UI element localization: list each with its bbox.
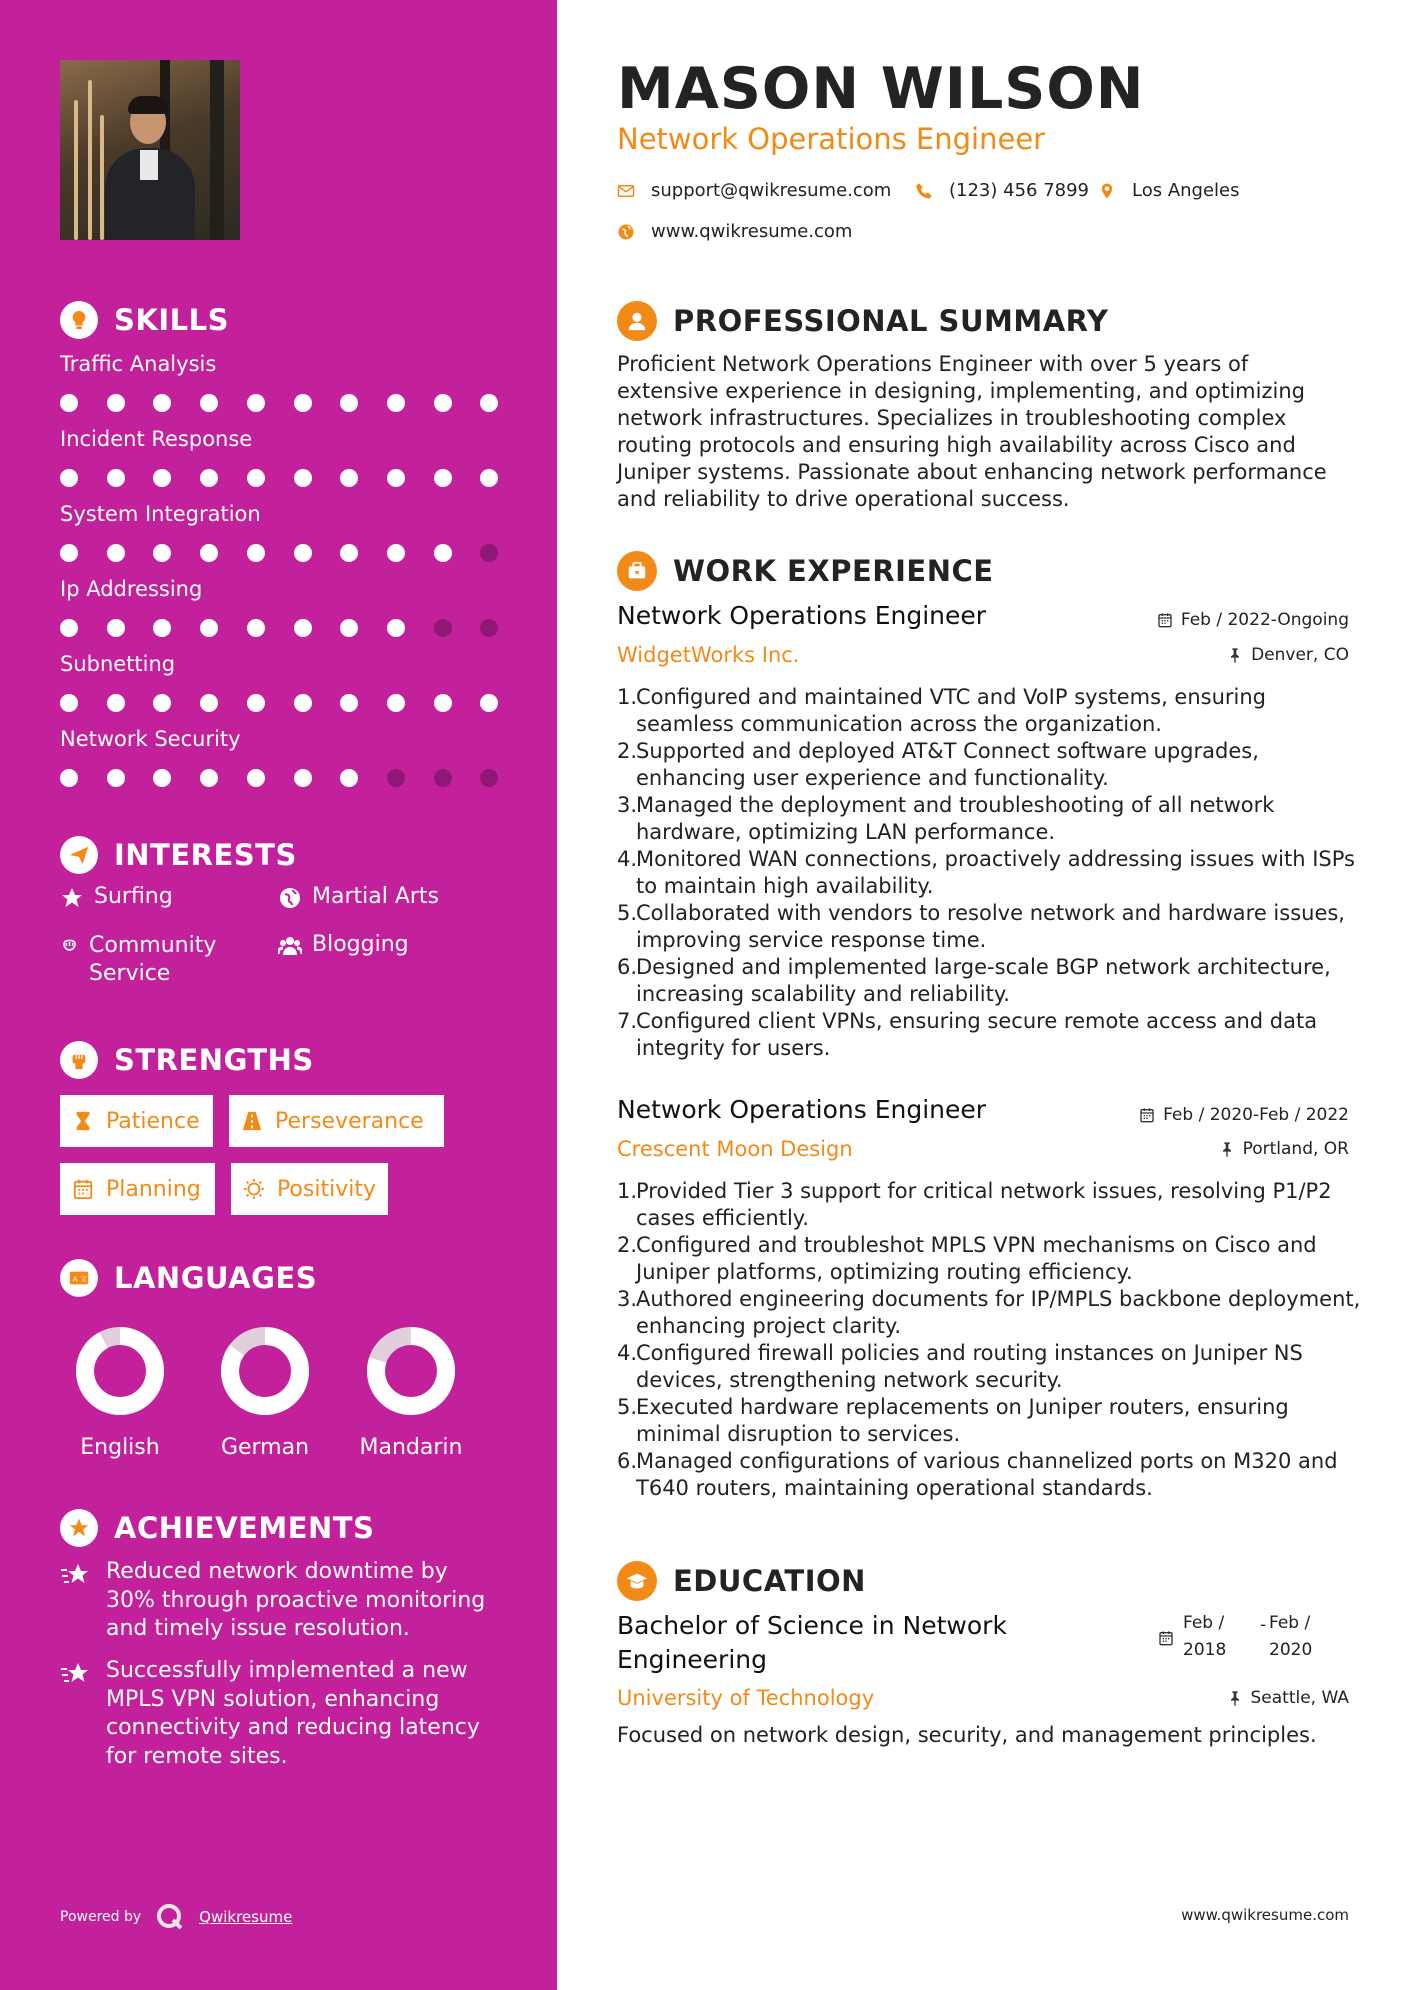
qwikresume-logo-icon	[155, 1902, 185, 1932]
strength-planning	[60, 1163, 215, 1215]
rating-dot-filled	[247, 694, 265, 712]
rating-dot-filled	[340, 469, 358, 487]
rating-dot-filled	[200, 694, 218, 712]
interests-heading	[60, 836, 297, 874]
job-title: Network Operations Engineer	[617, 1095, 987, 1124]
interests-title: INTERESTS	[114, 838, 297, 872]
rating-dot-empty	[434, 619, 452, 637]
summary-heading	[617, 301, 1108, 341]
rating-dot-filled	[294, 544, 312, 562]
duty-text: Monitored WAN connections, proactively addressing issues with ISPs to maintain high availability.	[636, 847, 1355, 898]
duty-number: 1.	[617, 685, 638, 709]
language-item	[205, 1325, 325, 1460]
duty-number: 5.	[617, 901, 638, 925]
rating-dot-filled	[434, 694, 452, 712]
rating-dot-filled	[294, 769, 312, 787]
rating-dot-filled	[480, 469, 498, 487]
rating-dot-filled	[247, 769, 265, 787]
job-company: Crescent Moon Design	[617, 1137, 853, 1161]
duty-text: Configured and troubleshot MPLS VPN mechanisms on Cisco and Juniper platforms, optimizing routing efficiency.	[636, 1233, 1317, 1284]
job-date-text: Feb / 2022-Ongoing	[1180, 610, 1349, 630]
language-item	[351, 1325, 471, 1460]
job-duties	[617, 684, 1362, 1062]
briefcase-icon	[617, 551, 657, 591]
duty-number: 6.	[617, 1449, 638, 1473]
job-location	[1219, 1139, 1349, 1159]
summary-text: Proficient Network Operations Engineer with over 5 years of extensive experience in designing, implementing, and optimizing network infrastructures. Specializes in troubleshooting complex routing protocols and ensuring high availability across Cisco and Juniper systems. Passionate about enhancing network performance and reliability to drive operational success.	[617, 352, 1327, 511]
trophy-star-icon	[60, 1509, 98, 1547]
interest-surfing	[60, 884, 173, 910]
summary-title: PROFESSIONAL SUMMARY	[673, 304, 1109, 338]
rating-dot-filled	[340, 619, 358, 637]
strengths-heading	[60, 1041, 314, 1079]
strength-label: Patience	[106, 1108, 200, 1134]
language-item	[60, 1325, 180, 1460]
achievements-heading	[60, 1509, 374, 1547]
education-description: Focused on network design, security, and management principles.	[617, 1723, 1317, 1747]
skill-rating	[60, 469, 505, 489]
education-end-date: Feb / 2020	[1269, 1613, 1313, 1660]
duty-number: 6.	[617, 955, 638, 979]
rating-dot-filled	[153, 394, 171, 412]
rating-dot-filled	[294, 394, 312, 412]
rating-dot-filled	[107, 469, 125, 487]
lightbulb-icon	[60, 301, 98, 339]
rating-dot-empty	[434, 769, 452, 787]
calendar-icon	[1157, 612, 1173, 628]
envelope-icon	[617, 182, 635, 200]
skill-name: System Integration	[60, 502, 261, 526]
language-level-donut	[219, 1325, 311, 1417]
education-heading	[617, 1561, 866, 1601]
experience-title: WORK EXPERIENCE	[673, 554, 994, 588]
rating-dot-filled	[294, 694, 312, 712]
rating-dot-filled	[387, 394, 405, 412]
degree-title: Bachelor of Science in Network Engineering	[617, 1611, 1007, 1674]
rating-dot-filled	[340, 694, 358, 712]
interest-label: Community Service	[89, 933, 217, 986]
interest-label: Surfing	[94, 884, 173, 909]
school-name: University of Technology	[617, 1686, 875, 1710]
rating-dot-filled	[387, 544, 405, 562]
globe-icon	[278, 886, 302, 910]
interest-martial-arts	[278, 884, 439, 910]
star-icon	[60, 886, 84, 910]
skill-name: Incident Response	[60, 427, 253, 451]
language-name: Mandarin	[359, 1435, 463, 1460]
candidate-role: Network Operations Engineer	[617, 122, 1046, 156]
shooting-star-icon	[60, 1657, 92, 1689]
duty-number: 1.	[617, 1179, 638, 1203]
rating-dot-filled	[107, 544, 125, 562]
strength-patience	[60, 1095, 213, 1147]
contact-location	[1098, 180, 1240, 201]
skill-name: Traffic Analysis	[60, 352, 217, 376]
job-title: Network Operations Engineer	[617, 601, 987, 630]
skill-item	[60, 652, 500, 676]
skill-rating	[60, 394, 505, 414]
strength-perseverance	[229, 1095, 444, 1147]
job-duty-item	[617, 1286, 1362, 1340]
rating-dot-empty	[480, 544, 498, 562]
interest-blogging	[278, 932, 409, 958]
pin-icon	[1227, 1690, 1243, 1706]
strength-label: Perseverance	[275, 1108, 424, 1134]
contact-phone[interactable]	[915, 180, 1089, 201]
education-location	[1227, 1688, 1350, 1708]
rating-dot-filled	[340, 544, 358, 562]
rating-dot-filled	[60, 469, 78, 487]
duty-text: Configured client VPNs, ensuring secure remote access and data integrity for users.	[636, 1009, 1318, 1060]
job-date-text: Feb / 2020-Feb / 2022	[1163, 1105, 1349, 1125]
skill-item	[60, 502, 500, 526]
location-text: Los Angeles	[1132, 180, 1240, 201]
sun-icon	[243, 1178, 265, 1200]
skills-heading	[60, 301, 229, 339]
education-location-text: Seattle, WA	[1250, 1688, 1349, 1708]
rating-dot-filled	[107, 694, 125, 712]
rating-dot-filled	[153, 469, 171, 487]
phone-text: (123) 456 7899	[949, 180, 1090, 201]
calendar-icon	[1158, 1630, 1174, 1646]
rating-dot-filled	[107, 769, 125, 787]
rating-dot-filled	[247, 394, 265, 412]
rating-dot-filled	[60, 619, 78, 637]
rating-dot-filled	[387, 619, 405, 637]
translate-icon	[60, 1259, 98, 1297]
rating-dot-filled	[247, 469, 265, 487]
duty-number: 2.	[617, 1233, 638, 1257]
rating-dot-filled	[340, 769, 358, 787]
rating-dot-filled	[387, 694, 405, 712]
education-start-date: Feb / 2018	[1183, 1613, 1227, 1660]
interest-community-service	[60, 932, 260, 988]
interest-label: Martial Arts	[312, 884, 440, 909]
profile-photo	[60, 60, 240, 240]
rating-dot-filled	[60, 394, 78, 412]
paper-plane-icon	[60, 836, 98, 874]
rating-dot-filled	[434, 469, 452, 487]
skill-name: Subnetting	[60, 652, 176, 676]
rating-dot-filled	[153, 769, 171, 787]
map-pin-icon	[1098, 182, 1116, 200]
language-name: German	[220, 1435, 310, 1460]
experience-heading	[617, 551, 994, 591]
achievement-item	[60, 1657, 500, 1771]
rating-dot-filled	[200, 394, 218, 412]
rating-dot-empty	[387, 769, 405, 787]
rating-dot-filled	[480, 394, 498, 412]
job-duty-item	[617, 1178, 1362, 1232]
powered-by	[60, 1902, 292, 1932]
language-name: English	[80, 1435, 160, 1460]
strengths-title: STRENGTHS	[114, 1043, 314, 1077]
job-company: WidgetWorks Inc.	[617, 643, 800, 667]
rating-dot-filled	[340, 394, 358, 412]
duty-text: Configured and maintained VTC and VoIP systems, ensuring seamless communication across the organization.	[636, 685, 1267, 736]
duty-text: Configured firewall policies and routing instances on Juniper NS devices, strengthening network security.	[636, 1341, 1303, 1392]
duty-text: Designed and implemented large-scale BGP network architecture, increasing scalability and reliability.	[636, 955, 1331, 1006]
job-duty-item	[617, 1008, 1362, 1062]
achievement-text: Successfully implemented a new MPLS VPN solution, enhancing connectivity and reducing latency for remote sites.	[106, 1658, 480, 1769]
sidebar	[0, 0, 557, 1990]
powered-by-label: Powered by	[60, 1909, 142, 1925]
skill-rating	[60, 694, 505, 714]
duty-text: Collaborated with vendors to resolve network and hardware issues, improving service response time.	[636, 901, 1345, 952]
skill-name: Ip Addressing	[60, 577, 203, 601]
job-duty-item	[617, 1232, 1362, 1286]
duty-number: 3.	[617, 793, 638, 817]
rating-dot-filled	[60, 769, 78, 787]
job-duty-item	[617, 900, 1362, 954]
hand-icon	[60, 934, 79, 958]
rating-dot-filled	[153, 619, 171, 637]
languages-heading	[60, 1259, 317, 1297]
rating-dot-filled	[387, 469, 405, 487]
rating-dot-filled	[434, 544, 452, 562]
contact-website[interactable]	[617, 221, 852, 242]
skill-name: Network Security	[60, 727, 241, 751]
rating-dot-filled	[294, 469, 312, 487]
rating-dot-filled	[480, 694, 498, 712]
duty-text: Provided Tier 3 support for critical network issues, resolving P1/P2 cases efficiently.	[636, 1179, 1332, 1230]
skill-rating	[60, 544, 505, 564]
achievement-item	[60, 1558, 500, 1644]
strength-label: Positivity	[276, 1176, 376, 1202]
rating-dot-filled	[200, 544, 218, 562]
footer-url[interactable]: www.qwikresume.com	[1181, 1906, 1349, 1924]
graduation-cap-icon	[617, 1561, 657, 1601]
rating-dot-filled	[434, 394, 452, 412]
rating-dot-filled	[247, 544, 265, 562]
job-duty-item	[617, 684, 1362, 738]
job-location-text: Denver, CO	[1251, 645, 1349, 665]
achievements-title: ACHIEVEMENTS	[114, 1511, 375, 1545]
candidate-name: MASON WILSON	[617, 56, 1145, 122]
job-location-text: Portland, OR	[1242, 1139, 1349, 1159]
job-duty-item	[617, 792, 1362, 846]
job-date	[1157, 610, 1349, 630]
job-duty-item	[617, 1448, 1362, 1502]
email-text: support@qwikresume.com	[651, 180, 892, 201]
skill-item	[60, 577, 500, 601]
duty-number: 5.	[617, 1395, 638, 1419]
rating-dot-filled	[60, 544, 78, 562]
duty-text: Managed the deployment and troubleshooting of all network hardware, optimizing LAN performance.	[636, 793, 1275, 844]
road-icon	[241, 1110, 263, 1132]
rating-dot-filled	[294, 619, 312, 637]
svg-text:文: 文	[79, 1274, 88, 1284]
rating-dot-filled	[153, 694, 171, 712]
job-duty-item	[617, 1340, 1362, 1394]
language-level-donut	[365, 1325, 457, 1417]
rating-dot-empty	[480, 619, 498, 637]
rating-dot-filled	[200, 769, 218, 787]
skill-item	[60, 727, 500, 751]
strength-label: Planning	[106, 1176, 201, 1202]
skill-item	[60, 427, 500, 451]
skill-item	[60, 352, 500, 376]
rating-dot-filled	[200, 469, 218, 487]
job-location	[1227, 645, 1349, 665]
date-separator: -	[1260, 1615, 1267, 1635]
job-duties	[617, 1178, 1362, 1502]
strength-positivity	[231, 1163, 388, 1215]
languages-title: LANGUAGES	[114, 1261, 318, 1295]
job-date	[1139, 1105, 1349, 1125]
duty-number: 2.	[617, 739, 638, 763]
calendar-icon	[1139, 1107, 1155, 1123]
achievement-text: Reduced network downtime by 30% through proactive monitoring and timely issue resolution.	[106, 1559, 486, 1641]
user-icon	[617, 301, 657, 341]
education-title: EDUCATION	[673, 1564, 866, 1598]
duty-number: 3.	[617, 1287, 638, 1311]
duty-text: Supported and deployed AT&T Connect software upgrades, enhancing user experience and functionality.	[636, 739, 1259, 790]
skills-title: SKILLS	[114, 303, 229, 337]
shooting-star-icon	[60, 1558, 92, 1590]
users-icon	[278, 934, 302, 958]
svg-text:A: A	[72, 1274, 78, 1284]
website-text: www.qwikresume.com	[651, 221, 853, 242]
globe-icon	[617, 223, 635, 241]
job-duty-item	[617, 954, 1362, 1008]
rating-dot-filled	[247, 619, 265, 637]
duty-text: Authored engineering documents for IP/MPLS backbone deployment, enhancing project clarity.	[636, 1287, 1361, 1338]
rating-dot-filled	[107, 394, 125, 412]
hourglass-icon	[72, 1110, 94, 1132]
duty-text: Managed configurations of various channelized ports on M320 and T640 routers, maintaining operational standards.	[636, 1449, 1338, 1500]
job-duty-item	[617, 738, 1362, 792]
job-duty-item	[617, 1394, 1362, 1448]
calendar-icon	[72, 1178, 94, 1200]
skill-rating	[60, 769, 505, 789]
rating-dot-filled	[200, 619, 218, 637]
duty-number: 4.	[617, 847, 638, 871]
rating-dot-filled	[107, 619, 125, 637]
interest-label: Blogging	[312, 932, 409, 957]
fist-icon	[60, 1041, 98, 1079]
rating-dot-filled	[60, 694, 78, 712]
phone-icon	[915, 182, 933, 200]
skill-rating	[60, 619, 505, 639]
duty-text: Executed hardware replacements on Juniper routers, ensuring minimal disruption to services.	[636, 1395, 1289, 1446]
duty-number: 7.	[617, 1009, 638, 1033]
rating-dot-filled	[153, 544, 171, 562]
rating-dot-empty	[480, 769, 498, 787]
duty-number: 4.	[617, 1341, 638, 1365]
pin-icon	[1219, 1141, 1235, 1157]
qwikresume-link[interactable]: Qwikresume	[199, 1908, 293, 1926]
pin-icon	[1227, 647, 1243, 663]
job-duty-item	[617, 846, 1362, 900]
contact-email[interactable]	[617, 180, 891, 201]
language-level-donut	[74, 1325, 166, 1417]
